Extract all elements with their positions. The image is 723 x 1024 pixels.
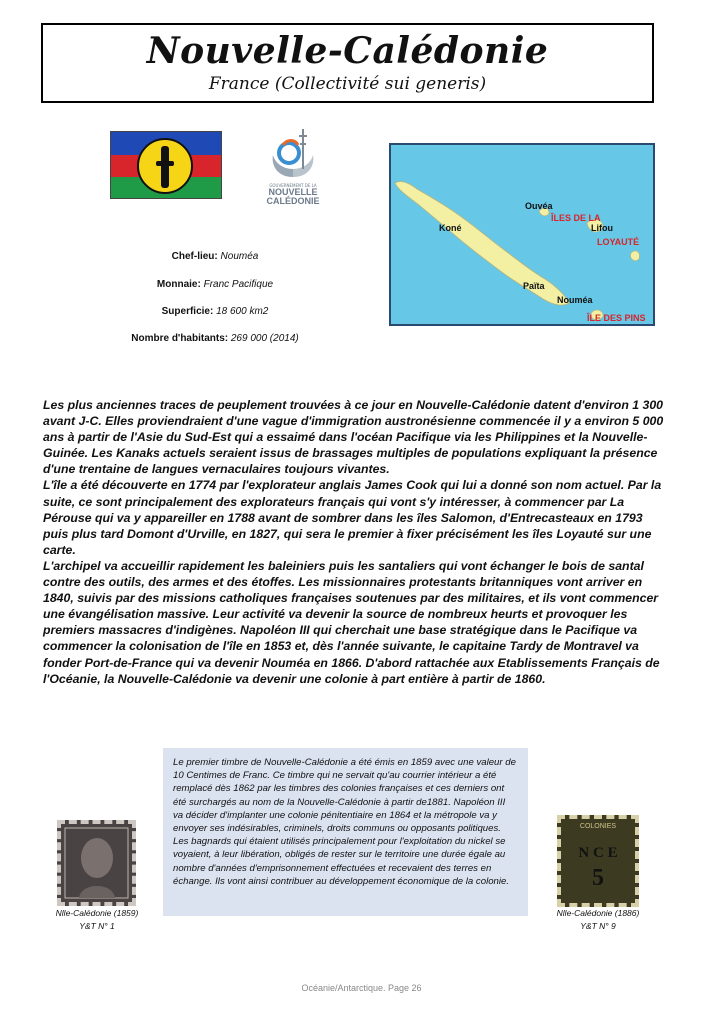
stamp-1859-image bbox=[57, 820, 136, 906]
stamp-1886-caption bbox=[543, 907, 653, 933]
flag-fleche-bar bbox=[156, 161, 174, 166]
map-label-loyaute: LOYAUTÉ bbox=[597, 237, 640, 247]
population-value: 269 000 (2014) bbox=[230, 333, 299, 344]
gov-logo-small: GOUVERNEMENT DE LA bbox=[269, 183, 317, 188]
title-box bbox=[41, 23, 654, 103]
population-label: Nombre d'habitants: bbox=[131, 333, 229, 344]
currency-value: Franc Pacifique bbox=[203, 279, 274, 290]
stamp-1886-image bbox=[557, 815, 639, 907]
gov-logo-line1: NOUVELLE bbox=[268, 187, 318, 197]
area-label: Superficie: bbox=[161, 306, 214, 317]
stamp-1886-top: COLONIES bbox=[579, 823, 617, 830]
page-subtitle: France (Collectivité sui generis) bbox=[208, 74, 487, 94]
map-label-lifou: Lifou bbox=[591, 223, 613, 233]
page-footer: Océanie/Antarctique. Page 26 bbox=[301, 983, 422, 993]
stamp-1886-caption-line2: Y&T N° 9 bbox=[580, 921, 616, 931]
stamp-history-box bbox=[163, 748, 528, 916]
page-title: Nouvelle-Calédonie bbox=[146, 30, 549, 72]
flag-fleche bbox=[161, 146, 169, 188]
island-map bbox=[389, 143, 655, 326]
capital-label: Chef-lieu: bbox=[171, 251, 218, 262]
area-value: 18 600 km2 bbox=[216, 306, 269, 317]
stamp-1886-overprint: N C E bbox=[578, 845, 618, 861]
stamp-1859-caption-line1: Nlle-Calédonie (1859) bbox=[55, 908, 139, 918]
history-paragraph-2: L'île a été découverte en 1774 par l'explorateur anglais James Cook qui lui a donné son nom actuel. Par la suite, ce sont principalement des explorateurs français qui vont s'y intéresser, à commencer par La Pérouse qui va y appareiller en 1788 avant de sombrer dans les îles Salomon, d'Entrecasteaux en 1793 puis plus tard Domont d'Urville, en 1827, qui sera le premier à fixer précisément les îles Loyauté sur une carte. bbox=[43, 478, 662, 557]
map-label-iles-de-la: ÎLES DE LA bbox=[551, 213, 601, 223]
map-label-noumea: Nouméa bbox=[557, 295, 593, 305]
info-capital bbox=[100, 251, 330, 262]
map-label-ouvea: Ouvéa bbox=[525, 201, 553, 211]
history-text bbox=[43, 397, 665, 687]
history-paragraph-3: L'archipel va accueillir rapidement les baleiniers puis les santaliers qui vont échanger le bois de santal contre des outils, des armes et des étoffes. Les missionnaires protestants britanniques vont arriver en 1840, suivis par des missions catholiques françaises soutenues par des militaires, et ils vont commencer une évangélisation massive. Leur activité va devenir la source de nombreux heurts et provoquer les premiers massacres d'indigènes. Napoléon III qui cherchait une base stratégique dans le Pacifique va commencer la colonisation de l'île en 1853 et, dès l'année suivante, le capitaine Tardy de Montravel va fonder Port-de-France qui va devenir Nouméa en 1866. D'abord rattachée aux Etablissements Français de l'Océanie, la Nouvelle-Calédonie va devenir une colonie à part entière à partir de 1860. bbox=[43, 558, 660, 686]
stamp-1859-caption-line2: Y&T N° 1 bbox=[79, 921, 115, 931]
map-label-paita: Païta bbox=[523, 281, 545, 291]
info-area bbox=[100, 306, 330, 317]
history-paragraph-1: Les plus anciennes traces de peuplement trouvées à ce jour en Nouvelle-Calédonie datent d'environ 1 300 avant J-C. Elles proviendraient d'une vague d'immigration austronésienne commencée il y a environ 5 000 ans à partir de l'Asie du Sud-Est qui a essaimé dans l'océan Pacifique via les Philippines et la Nouvelle-Guinée. Les Kanaks actuels seraient issus de brassages multiples de populations expliquant la présence d'une trentaine de langues vernaculaires toujours vivantes. bbox=[43, 398, 664, 477]
stamp-1859-caption bbox=[42, 907, 152, 933]
currency-label: Monnaie: bbox=[156, 279, 201, 290]
stamp-1886-caption-line1: Nlle-Calédonie (1886) bbox=[556, 908, 640, 918]
flag-image bbox=[110, 131, 222, 199]
info-currency bbox=[100, 279, 330, 290]
map-label-kone: Koné bbox=[439, 223, 462, 233]
stamp-1886-value: 5 bbox=[592, 865, 604, 891]
capital-value: Nouméa bbox=[220, 251, 259, 262]
stamp-history-text: Le premier timbre de Nouvelle-Calédonie a été émis en 1859 avec une valeur de 10 Centimes de Franc. Ce timbre qui ne servait qu'au courrier intérieur a été remplacé dès 1862 par les timbres des colonies françaises et ces derniers ont été surchargés au nom de la Nouvelle-Calédonie à partir de1881. Napoléon III va décider d'implanter une colonie pénitentiaire en 1864 et la métropole va y envoyer ses indésirables, criminels, droits communs ou opposants politiques. Les bagnards qui étaient utilisés principalement pour l'exploitation du nickel se voyaient, à leur libération, obligés de rester sur le territoire une durée égale au nombre d'années d'emprisonnement effectuées et recevaient des terres en échange. Ils vont ainsi contribuer au développement économique de la colonie. bbox=[173, 757, 516, 887]
map-label-ile-des-pins: ÎLE DES PINS bbox=[587, 313, 646, 323]
info-population bbox=[100, 333, 330, 344]
napoleon-portrait-icon bbox=[61, 824, 132, 902]
government-logo bbox=[258, 125, 328, 215]
map-land bbox=[391, 145, 653, 324]
government-emblem-icon bbox=[265, 125, 321, 183]
gov-logo-line2: CALÉDONIE bbox=[266, 196, 320, 206]
